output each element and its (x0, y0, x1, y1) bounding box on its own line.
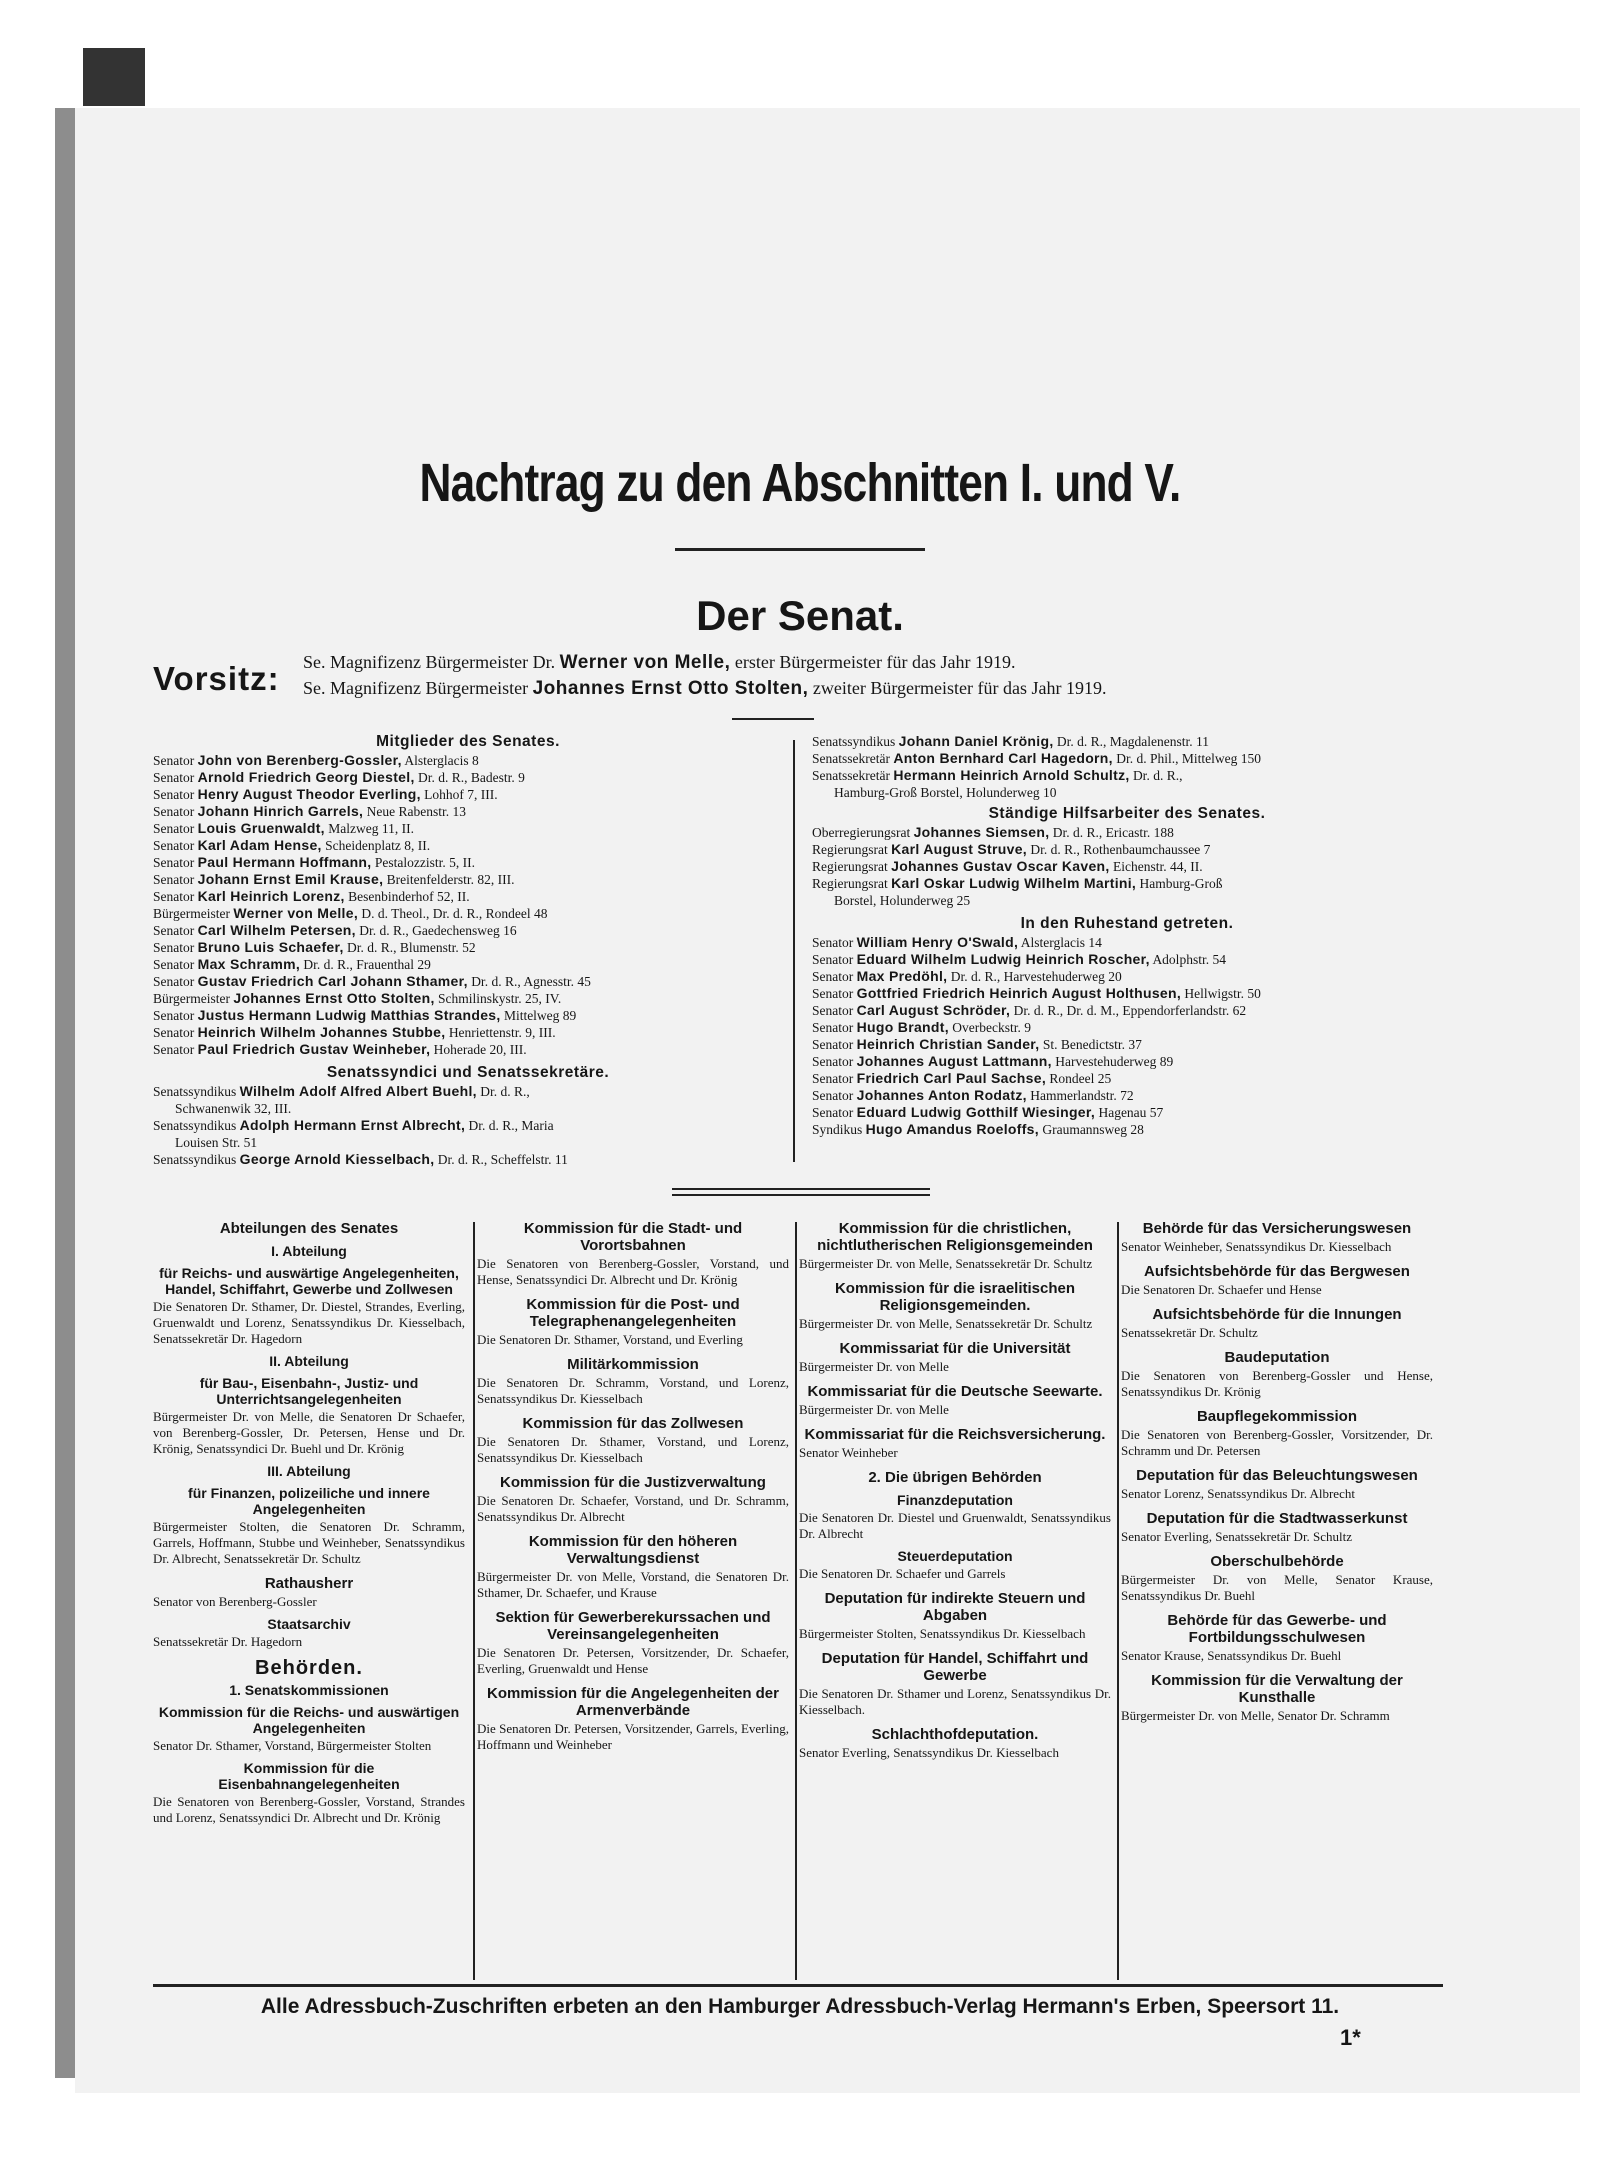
entry-address: Dr. d. R., (1132, 768, 1183, 783)
section-heading: Abteilungen des Senates (219, 1220, 399, 1237)
entry-address: Rondeel 25 (1049, 1071, 1112, 1086)
entry-name: Paul Friedrich Gustav Weinheber, (197, 1041, 431, 1057)
section-heading: Oberschulbehörde (1210, 1553, 1344, 1570)
hilfsarbeiter-list (812, 824, 1442, 909)
section-members: Bürgermeister Dr. von Melle, die Senatoren Dr Schaefer, von Berenberg-Gossler, Dr. Petersen, Hense und Dr. Krönig, Senatssyndici Dr. Buehl und Dr. Krönig (153, 1409, 465, 1456)
section-members: Bürgermeister Dr. von Melle, Senatssekretär Dr. Schultz (799, 1316, 1093, 1331)
entry-address: Neue Rabenstr. 13 (366, 804, 466, 819)
entry-row (153, 1024, 783, 1041)
entry-address: Scheidenplatz 8, II. (325, 838, 431, 853)
section-heading: Kommission für die Justizverwaltung (500, 1474, 766, 1491)
section-heading: Behörde für das Versicherungswesen (1142, 1220, 1412, 1237)
entry-row (812, 841, 1442, 858)
section-members: Die Senatoren Dr. Diestel und Gruenwaldt, Senatssyndikus Dr. Albrecht (799, 1510, 1111, 1541)
entry-name: Johannes Siemsen, (913, 824, 1050, 840)
entry-address: Hamburg-Groß (1139, 876, 1223, 891)
entry-address: Graumannsweg 28 (1042, 1122, 1144, 1137)
entry-name: George Arnold Kiesselbach, (239, 1151, 435, 1167)
ruhestand-list (812, 934, 1442, 1138)
hilfsarbeiter-heading: Ständige Hilfsarbeiter des Senates. (988, 805, 1266, 822)
section-members: Die Senatoren Dr. Sthamer, Vorstand, und Everling (477, 1332, 743, 1347)
entry-address: Dr. d. R., Badestr. 9 (418, 770, 525, 785)
entry-row (153, 837, 783, 854)
section-heading: Kommission für den höheren Verwaltungsdienst (528, 1533, 738, 1567)
entry-address: Alsterglacis 14 (1020, 935, 1102, 950)
entry-name: Johannes Gustav Oscar Kaven, (891, 858, 1110, 874)
section-heading: Deputation für die Stadtwasserkunst (1146, 1510, 1408, 1527)
vorsitz-suffix: zweiter Bürgermeister für das Jahr 1919. (812, 678, 1107, 698)
entry-name: Bruno Luis Schaefer, (197, 939, 344, 955)
entry-address: Overbeckstr. 9 (952, 1020, 1031, 1035)
entry-address: Besenbinderhof 52, II. (348, 889, 470, 904)
section-members: Bürgermeister Dr. von Melle (799, 1402, 949, 1417)
section-heading: Baudeputation (1224, 1349, 1330, 1366)
section-members: Senator Everling, Senatssekretär Dr. Schultz (1121, 1529, 1353, 1544)
entry-row (153, 820, 783, 837)
entry-title: Senator (812, 1088, 854, 1103)
section-heading: 2. Die übrigen Behörden (868, 1469, 1042, 1486)
entry-name: Karl August Struve, (891, 841, 1027, 857)
entry-title: Senator (812, 1054, 854, 1069)
entry-title: Senator (812, 935, 854, 950)
entry-address: Louisen Str. 51 (175, 1135, 258, 1150)
entry-row (153, 990, 783, 1007)
entry-title: Senator (812, 1105, 854, 1120)
entry-title: Senator (153, 821, 195, 836)
senat-heading: Der Senat. (696, 592, 904, 639)
section-members: Die Senatoren Dr. Petersen, Vorsitzender, Garrels, Everling, Hoffmann und Weinheber (477, 1721, 789, 1752)
vorsitz-label: Vorsitz: (153, 660, 280, 697)
section-heading: Kommission für die Stadt- und Vorortsbahnen (523, 1220, 743, 1254)
vorsitz-prefix: Se. Magnifizenz Bürgermeister (303, 678, 529, 698)
section-members: Senatssekretär Dr. Schultz (1121, 1325, 1258, 1340)
section-members: Senator Krause, Senatssyndikus Dr. Buehl (1121, 1648, 1342, 1663)
section-members: Die Senatoren Dr. Schramm, Vorstand, und Lorenz, Senatssyndikus Dr. Kiesselbach (477, 1375, 789, 1406)
entry-row (812, 1053, 1442, 1070)
entry-name: Gustav Friedrich Carl Johann Sthamer, (197, 973, 468, 989)
section-members: Die Senatoren Dr. Sthamer, Vorstand, und Lorenz, Senatssyndikus Dr. Kiesselbach (477, 1434, 789, 1465)
section-members: Bürgermeister Dr. von Melle, Senatssekretär Dr. Schultz (799, 1256, 1093, 1271)
entry-name: Johann Ernst Emil Krause, (197, 871, 384, 887)
section-heading: Kommission für das Zollwesen (522, 1415, 744, 1432)
entry-title: Regierungsrat (812, 876, 888, 891)
section-members: Senator Dr. Sthamer, Vorstand, Bürgermeister Stolten (153, 1738, 432, 1753)
entry-row (153, 956, 783, 973)
entry-row (812, 750, 1442, 767)
entry-title: Senatssyndikus (153, 1118, 237, 1133)
section-members: Die Senatoren Dr. Petersen, Vorsitzender, Dr. Schaefer, Everling, Gruenwaldt und Hense (477, 1645, 789, 1676)
entry-address: Pestalozzistr. 5, II. (374, 855, 475, 870)
entry-address: Dr. d. R., Frauenthal 29 (303, 957, 431, 972)
behoerden-column-1 (153, 1212, 465, 1826)
entry-name: Carl August Schröder, (856, 1002, 1011, 1018)
entry-address: D. d. Theol., Dr. d. R., Rondeel 48 (361, 906, 548, 921)
entry-name: Justus Hermann Ludwig Matthias Strandes, (197, 1007, 501, 1023)
entry-title: Senatssyndikus (153, 1152, 237, 1167)
entry-row (812, 784, 1442, 801)
section-subheading: Kommission für die Eisenbahnangelegenheiten (218, 1760, 400, 1792)
section-subheading: Staatsarchiv (267, 1616, 351, 1632)
entry-name: Hugo Brandt, (856, 1019, 949, 1035)
entry-name: Eduard Wilhelm Ludwig Heinrich Roscher, (856, 951, 1150, 967)
section-heading: Kommission für die Post- und Telegraphenangelegenheiten (526, 1296, 740, 1330)
section-subheading: Kommission für die Reichs- und auswärtigen Angelegenheiten (158, 1704, 460, 1736)
section-heading: Kommissariat für die Universität (839, 1340, 1071, 1357)
entry-name: Johann Hinrich Garrels, (197, 803, 364, 819)
entry-name: Adolph Hermann Ernst Albrecht, (239, 1117, 466, 1133)
entry-name: Friedrich Carl Paul Sachse, (856, 1070, 1047, 1086)
entry-name: William Henry O'Swald, (856, 934, 1019, 950)
section-heading: Deputation für das Beleuchtungswesen (1136, 1467, 1418, 1484)
entry-title: Senator (812, 1071, 854, 1086)
entry-title: Oberregierungsrat (812, 825, 911, 840)
section-heading: Sektion für Gewerberekurssachen und Vereinsangelegenheiten (495, 1609, 771, 1643)
entry-name: Heinrich Christian Sander, (856, 1036, 1040, 1052)
entry-title: Senator (153, 770, 195, 785)
entry-title: Senator (153, 855, 195, 870)
entry-address: Harvestehuderweg 89 (1055, 1054, 1174, 1069)
entry-title: Senator (153, 940, 195, 955)
section-heading: Kommissariat für die Reichsversicherung. (804, 1426, 1106, 1443)
entry-name: Carl Wilhelm Petersen, (197, 922, 356, 938)
section-heading: Rathausherr (264, 1575, 354, 1592)
section-subheading: III. Abteilung (267, 1463, 351, 1479)
syndici-list (153, 1083, 783, 1168)
entry-address: Hellwigstr. 50 (1184, 986, 1261, 1001)
entry-address: Henriettenstr. 9, III. (448, 1025, 556, 1040)
entry-address: St. Benedictstr. 37 (1042, 1037, 1142, 1052)
mitglieder-list (153, 752, 783, 1058)
title-rule (675, 548, 925, 551)
entry-address: Dr. d. R., Ericastr. 188 (1052, 825, 1174, 840)
entry-title: Senator (153, 957, 195, 972)
section-heading: Aufsichtsbehörde für die Innungen (1152, 1306, 1402, 1323)
vorsitz-prefix: Se. Magnifizenz Bürgermeister Dr. (303, 652, 556, 672)
entry-row (153, 769, 783, 786)
section-subheading: 1. Senatskommissionen (229, 1682, 389, 1698)
entry-row (153, 1151, 783, 1168)
ruhestand-heading: In den Ruhestand getreten. (1020, 915, 1234, 932)
entry-name: Werner von Melle, (233, 905, 359, 921)
entry-row (812, 733, 1442, 750)
section-members: Senator Weinheber (799, 1445, 898, 1460)
section-heading: Kommission für die christlichen, nichtlutherischen Religionsgemeinden (817, 1220, 1093, 1254)
entry-name: Hermann Heinrich Arnold Schultz, (893, 767, 1130, 783)
entry-row (153, 871, 783, 888)
section-subheading: II. Abteilung (269, 1353, 349, 1369)
entry-row (153, 803, 783, 820)
entry-address: Lohhof 7, III. (424, 787, 498, 802)
entry-title: Senator (153, 889, 195, 904)
section-subheading: Finanzdeputation (897, 1492, 1013, 1508)
entry-name: Hugo Amandus Roeloffs, (865, 1121, 1039, 1137)
entry-name: John von Berenberg-Gossler, (197, 752, 402, 768)
entry-address: Hagenau 57 (1098, 1105, 1164, 1120)
entry-address: Dr. d. R., Harvestehuderweg 20 (950, 969, 1122, 984)
entry-row (153, 922, 783, 939)
section-heading: Schlachthofdeputation. (871, 1726, 1039, 1743)
entry-address: Schmilinskystr. 25, IV. (438, 991, 562, 1006)
column-divider-1 (473, 1222, 475, 1980)
section-subheading: für Finanzen, polizeiliche und innere Angelegenheiten (188, 1485, 430, 1517)
column-divider-2 (795, 1222, 797, 1980)
section-members: Die Senatoren Dr. Schaefer und Hense (1121, 1282, 1322, 1297)
section-subheading: I. Abteilung (271, 1243, 347, 1259)
entry-row (812, 1070, 1442, 1087)
entry-address: Breitenfelderstr. 82, III. (386, 872, 515, 887)
entry-row (153, 939, 783, 956)
entry-title: Senator (812, 1003, 854, 1018)
section-heading: Kommissariat für die Deutsche Seewarte. (807, 1383, 1103, 1400)
entry-row (812, 1087, 1442, 1104)
entry-title: Bürgermeister (153, 906, 230, 921)
entry-title: Senator (812, 1020, 854, 1035)
binding-tab (83, 48, 145, 106)
entry-row (812, 1002, 1442, 1019)
vorsitz-name: Johannes Ernst Otto Stolten, (532, 678, 809, 699)
vorsitz-line-1 (303, 652, 1015, 674)
entry-row (153, 1117, 783, 1134)
behoerden-heading: Behörden. (255, 1657, 363, 1679)
behoerden-column-2 (477, 1212, 789, 1753)
entry-title: Senator (153, 974, 195, 989)
entry-row (812, 1036, 1442, 1053)
entry-address: Eichenstr. 44, II. (1112, 859, 1203, 874)
entry-address: Schwanenwik 32, III. (175, 1101, 292, 1116)
entry-title: Senatssekretär (812, 751, 890, 766)
entry-row (812, 824, 1442, 841)
section-heading: Kommission für die israelitischen Religionsgemeinden. (834, 1280, 1076, 1314)
entry-name: Karl Heinrich Lorenz, (197, 888, 345, 904)
entry-address: Hoherade 20, III. (433, 1042, 527, 1057)
short-rule (732, 718, 814, 720)
vorsitz-line-2 (303, 678, 1107, 700)
entry-address: Hamburg-Groß Borstel, Holunderweg 10 (834, 785, 1057, 800)
entry-title: Senator (153, 1025, 195, 1040)
entry-title: Senatssyndikus (812, 734, 896, 749)
entry-title: Senatssyndikus (153, 1084, 237, 1099)
section-members: Bürgermeister Dr. von Melle, Senator Krause, Senatssyndikus Dr. Buehl (1121, 1572, 1433, 1603)
section-members: Senator Everling, Senatssyndikus Dr. Kiesselbach (799, 1745, 1059, 1760)
entry-row (153, 1083, 783, 1100)
column-divider-3 (1117, 1222, 1119, 1980)
entry-address: Dr. d. R., (480, 1084, 530, 1099)
section-members: Bürgermeister Dr. von Melle, Vorstand, die Senatoren Dr. Sthamer, Dr. Schaefer, und Krause (477, 1569, 789, 1600)
section-members: Die Senatoren von Berenberg-Gossler, Vorsitzender, Dr. Schramm und Dr. Petersen (1121, 1427, 1433, 1458)
entry-name: Paul Hermann Hoffmann, (197, 854, 372, 870)
entry-row (153, 1100, 783, 1117)
section-members: Die Senatoren Dr. Schaefer und Garrels (799, 1566, 1006, 1581)
page-number: 1* (1340, 2025, 1361, 2050)
entry-address: Mittelweg 89 (503, 1008, 577, 1023)
entry-title: Senator (153, 1008, 195, 1023)
section-heading: Deputation für indirekte Steuern und Abgaben (824, 1590, 1086, 1624)
entry-row (812, 767, 1442, 784)
section-members: Bürgermeister Stolten, Senatssyndikus Dr. Kiesselbach (799, 1626, 1086, 1641)
section-members: Die Senatoren von Berenberg-Gossler, Vorstand, Strandes und Lorenz, Senatssyndici Dr. Albrecht und Dr. Krönig (153, 1794, 465, 1825)
entry-name: Max Schramm, (197, 956, 301, 972)
entry-title: Senator (812, 986, 854, 1001)
entry-title: Syndikus (812, 1122, 863, 1137)
entry-row (153, 973, 783, 990)
page-spine (55, 108, 75, 2078)
section-heading: Kommission für die Verwaltung der Kunsthalle (1151, 1672, 1403, 1706)
section-subheading: für Reichs- und auswärtige Angelegenheiten, Handel, Schiffahrt, Gewerbe und Zollwesen (159, 1265, 459, 1297)
vorsitz-suffix: erster Bürgermeister für das Jahr 1919. (734, 652, 1016, 672)
entry-title: Senator (153, 1042, 195, 1057)
entry-title: Senator (153, 804, 195, 819)
entry-name: Max Predöhl, (856, 968, 948, 984)
mitglieder-heading: Mitglieder des Senates. (376, 733, 560, 750)
entry-title: Senator (153, 753, 195, 768)
double-rule-top (672, 1188, 930, 1190)
entry-address: Malzweg 11, II. (328, 821, 414, 836)
entry-address: Dr. d. R., Blumenstr. 52 (347, 940, 476, 955)
entry-name: Johannes Anton Rodatz, (856, 1087, 1027, 1103)
footer-rule (153, 1984, 1443, 1987)
entry-row (153, 905, 783, 922)
section-subheading: für Bau-, Eisenbahn-, Justiz- und Unterrichtsangelegenheiten (199, 1375, 419, 1407)
entry-address: Dr. d. R., Rothenbaumchaussee 7 (1030, 842, 1211, 857)
entry-title: Senator (812, 952, 854, 967)
entry-title: Senator (153, 838, 195, 853)
section-members: Senatssekretär Dr. Hagedorn (153, 1634, 303, 1649)
section-subheading: Steuerdeputation (897, 1548, 1013, 1564)
entry-name: Karl Adam Hense, (197, 837, 322, 853)
entry-name: Johannes August Lattmann, (856, 1053, 1052, 1069)
entry-row (812, 858, 1442, 875)
entry-address: Dr. d. R., Maria (468, 1118, 554, 1133)
right-top-list (812, 733, 1442, 801)
entry-title: Senator (153, 787, 195, 802)
entry-row (153, 854, 783, 871)
entry-title: Senator (812, 969, 854, 984)
entry-address: Adolphstr. 54 (1152, 952, 1226, 967)
right-top-block (812, 733, 1442, 1138)
entry-row (153, 1007, 783, 1024)
entry-row (812, 892, 1442, 909)
entry-row (153, 1134, 783, 1151)
entry-row (812, 875, 1442, 892)
section-heading: Aufsichtsbehörde für das Bergwesen (1144, 1263, 1410, 1280)
entry-title: Regierungsrat (812, 842, 888, 857)
section-members: Senator von Berenberg-Gossler (153, 1594, 317, 1609)
entry-name: Eduard Ludwig Gotthilf Wiesinger, (856, 1104, 1096, 1120)
entry-address: Dr. d. Phil., Mittelweg 150 (1116, 751, 1261, 766)
entry-name: Louis Gruenwaldt, (197, 820, 325, 836)
section-members: Die Senatoren Dr. Schaefer, Vorstand, und Dr. Schramm, Senatssyndikus Dr. Albrecht (477, 1493, 789, 1524)
entry-address: Dr. d. R., Agnesstr. 45 (471, 974, 591, 989)
section-members: Bürgermeister Dr. von Melle, Senator Dr. Schramm (1121, 1708, 1390, 1723)
section-heading: Deputation für Handel, Schiffahrt und Gewerbe (821, 1650, 1089, 1684)
entry-title: Senator (153, 923, 195, 938)
entry-row (812, 985, 1442, 1002)
entry-name: Johann Daniel Krönig, (898, 733, 1054, 749)
entry-title: Senator (153, 872, 195, 887)
entry-name: Karl Oskar Ludwig Wilhelm Martini, (891, 875, 1137, 891)
footer-note: Alle Adressbuch-Zuschriften erbeten an den Hamburger Adressbuch-Verlag Hermann's Erben, Speersort 11. (260, 1995, 1340, 2018)
entry-title: Senatssekretär (812, 768, 890, 783)
section-members: Die Senatoren Dr. Sthamer und Lorenz, Senatssyndikus Dr. Kiesselbach. (799, 1686, 1111, 1717)
entry-row (812, 1104, 1442, 1121)
entry-title: Bürgermeister (153, 991, 230, 1006)
entry-row (812, 1019, 1442, 1036)
entry-row (812, 951, 1442, 968)
entry-row (153, 888, 783, 905)
section-members: Senator Lorenz, Senatssyndikus Dr. Albrecht (1121, 1486, 1355, 1501)
behoerden-column-4 (1121, 1212, 1433, 1724)
section-heading: Kommission für die Angelegenheiten der Armenverbände (487, 1685, 779, 1719)
entry-address: Alsterglacis 8 (404, 753, 479, 768)
entry-address: Hammerlandstr. 72 (1030, 1088, 1134, 1103)
entry-row (812, 1121, 1442, 1138)
entry-address: Dr. d. R., Gaedechensweg 16 (359, 923, 517, 938)
entry-name: Arnold Friedrich Georg Diestel, (197, 769, 415, 785)
entry-title: Senator (812, 1037, 854, 1052)
syndici-heading: Senatssyndici und Senatssekretäre. (326, 1064, 610, 1081)
entry-title: Regierungsrat (812, 859, 888, 874)
page-title: Nachtrag zu den Abschnitten I. und V. (419, 453, 1181, 513)
entry-row (153, 1041, 783, 1058)
section-heading: Behörde für das Gewerbe- und Fortbildungsschulwesen (1167, 1612, 1387, 1646)
entry-row (812, 968, 1442, 985)
section-members: Die Senatoren Dr. Sthamer, Dr. Diestel, Strandes, Everling, Gruenwaldt und Lorenz, Senatssyndikus Dr. Kiesselbach, Senatssekretär Dr. Hagedorn (153, 1299, 465, 1346)
entry-row (812, 934, 1442, 951)
section-members: Bürgermeister Stolten, die Senatoren Dr. Schramm, Garrels, Hoffmann, Stubbe und Weinheber, Senatssyndikus Dr. Albrecht, Senatssekretär Dr. Schultz (153, 1519, 465, 1566)
entry-name: Heinrich Wilhelm Johannes Stubbe, (197, 1024, 446, 1040)
section-heading: Militärkommission (567, 1356, 699, 1373)
section-heading: Baupflegekommission (1196, 1408, 1358, 1425)
entry-row (153, 752, 783, 769)
entry-row (153, 786, 783, 803)
entry-address: Dr. d. R., Scheffelstr. 11 (437, 1152, 568, 1167)
entry-name: Henry August Theodor Everling, (197, 786, 421, 802)
entry-address: Dr. d. R., Magdalenenstr. 11 (1056, 734, 1209, 749)
entry-name: Anton Bernhard Carl Hagedorn, (893, 750, 1113, 766)
entry-name: Gottfried Friedrich Heinrich August Holthusen, (856, 985, 1182, 1001)
section-members: Die Senatoren von Berenberg-Gossler und Hense, Senatssyndikus Dr. Krönig (1121, 1368, 1433, 1399)
section-members: Senator Weinheber, Senatssyndikus Dr. Kiesselbach (1121, 1239, 1392, 1254)
entry-address: Dr. d. R., Dr. d. M., Eppendorferlandstr. 62 (1013, 1003, 1247, 1018)
mitglieder-block (153, 733, 783, 1168)
center-divider (793, 740, 795, 1162)
behoerden-column-3 (799, 1212, 1111, 1761)
section-members: Die Senatoren von Berenberg-Gossler, Vorstand, und Hense, Senatssyndici Dr. Albrecht und Dr. Krönig (477, 1256, 789, 1287)
entry-name: Wilhelm Adolf Alfred Albert Buehl, (239, 1083, 477, 1099)
entry-address: Borstel, Holunderweg 25 (834, 893, 971, 908)
double-rule-bottom (672, 1194, 930, 1196)
section-members: Bürgermeister Dr. von Melle (799, 1359, 949, 1374)
entry-name: Johannes Ernst Otto Stolten, (233, 990, 435, 1006)
vorsitz-name: Werner von Melle, (559, 652, 731, 673)
